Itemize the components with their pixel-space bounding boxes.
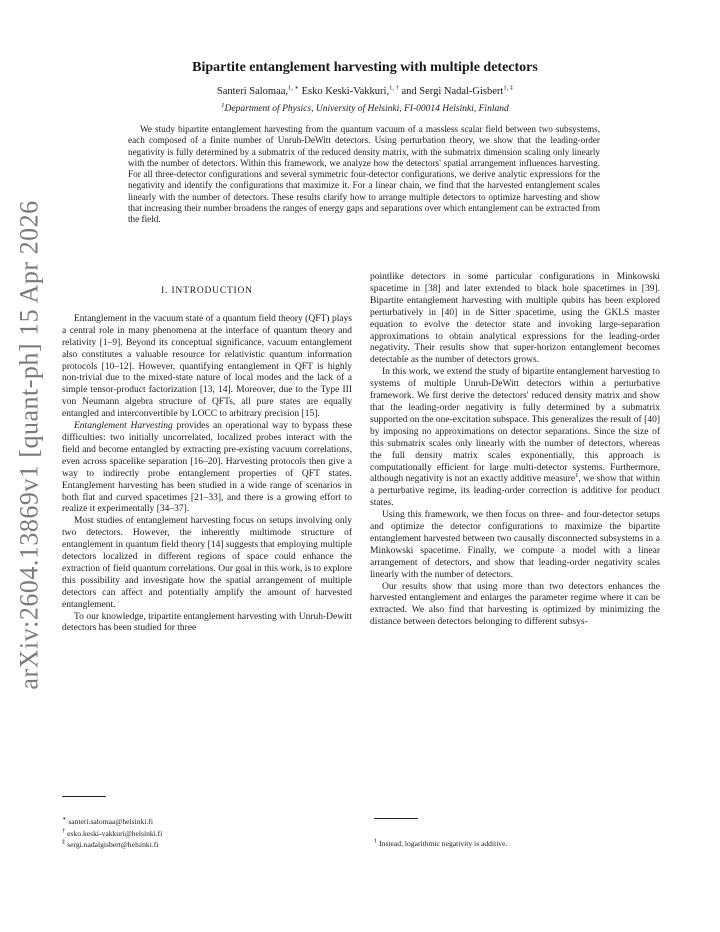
footnote-ref-1: 1 bbox=[575, 472, 579, 480]
footnote-email-3-text: sergi.nadalgisbert@helsinki.fi bbox=[67, 840, 159, 849]
right-paragraph-2b: , we show that within a perturbative regime, its leading-order correction is additive for product states. bbox=[370, 474, 660, 509]
emphasis-term: Entanglement Harvesting bbox=[74, 421, 173, 432]
footnote-email-3 bbox=[62, 839, 162, 851]
author-3: Sergi Nadal-Gisbert bbox=[419, 86, 504, 97]
left-column bbox=[62, 286, 352, 635]
footnote-mark-1: ∗ bbox=[62, 815, 67, 823]
footnote-rule-left bbox=[62, 796, 106, 797]
intro-paragraph-2 bbox=[62, 421, 352, 516]
author-2: Esko Keski-Vakkuri, bbox=[301, 86, 390, 97]
intro-paragraph-4: To our knowledge, tripartite entanglement harvesting with Unruh-Dewitt detectors has been studied for three bbox=[62, 611, 352, 634]
right-paragraph-2a: In this work, we extend the study of bipartite entanglement harvesting to systems of multiple Unruh-DeWitt detectors within a perturbative framework. We first derive the detectors' reduced density matrix and show that the leading-order negativity is fully determined by a submatrix supported on the one-excitation subspace. This generalizes the result of [40] by imposing no approximations on detector separations. Since the size of this submatrix scales only linearly with the number of detectors, whereas the full density matrix scales exponentially, this approach is computationally efficient for large multi-detector systems. Furthermore, although negativity is not an exactly additive measure bbox=[370, 367, 660, 485]
author-1-mark: 1, ∗ bbox=[288, 84, 299, 92]
affiliation-mark: 1 bbox=[221, 101, 225, 109]
abstract: We study bipartite entanglement harvesting from the quantum vacuum of a massless scalar field between two subsystems, each composed of a finite number of Unruh-DeWitt detectors. Using perturbation theory, we show that the leading-order negativity is fully determined by a submatrix of the reduced density matrix, with the submatrix dimension scaling only linearly with the number of detectors. Within this framework, we analyze how the detectors' spatial arrangement influences harvesting. For all three-detector configurations and several symmetric four-detector configurations, we derive analytic expressions for the negativity and identify the configurations that maximize it. For a linear chain, we find that the harvested entanglement scales linearly with the number of detectors. These results clarify how to arrange multiple detectors to optimize harvesting and show that increasing their number broadens the ranges of energy gaps and separations over which entanglement can be extracted from the field. bbox=[128, 124, 600, 225]
footnote-right-mark: 1 bbox=[374, 837, 378, 845]
right-paragraph-3: Using this framework, we then focus on three- and four-detector setups and optimize the detector configurations to maximize the bipartite entanglement harvested between two causally disconnected subsystems in a Minkowski spacetime. Finally, we compute a model with a linear arrangement of detectors, and show that leading-order negativity scales linearly with the number of detectors. bbox=[370, 510, 660, 580]
arxiv-identifier-stamp bbox=[10, 200, 50, 690]
author-3-mark: 1, ‡ bbox=[503, 84, 514, 92]
right-column bbox=[370, 272, 660, 629]
affiliation-text: Department of Physics, University of Helsinki, FI-00014 Helsinki, Finland bbox=[224, 104, 509, 114]
affiliation bbox=[80, 101, 650, 114]
author-2-mark: 1, † bbox=[389, 84, 399, 92]
intro-paragraph-3: Most studies of entanglement harvesting focus on setups involving only two detectors. However, the inherently multimode structure of entanglement in quantum field theory [14] suggests that employing multiple detectors localized in different regions of space could enhance the extraction of field quantum correlations. Our goal in this work, is to explore this possibility and investigate how the spatial arrangement of multiple detectors can affect and potentially amplify the amount of harvested entanglement. bbox=[62, 516, 352, 610]
right-paragraph-1: pointlike detectors in some particular configurations in Minkowski spacetime in [38] and later extended to black hole spacetimes in [39]. Bipartite entanglement harvesting with multiple qubits has been explored perturbatively in [40] in de Sitter spacetime, using the GKLS master equation to evolve the detector state and invoking large-separation approximations to obtain analytical expressions for the leading-order negativity. Their results show that super-horizon entanglement becomes detectable as the number of detectors grows. bbox=[370, 272, 660, 366]
arxiv-id-text: arXiv:2604.13869v1 [quant-ph] 15 Apr 2026 bbox=[15, 200, 45, 690]
author-1: Santeri Salomaa, bbox=[216, 86, 289, 97]
intro-paragraph-2-text: provides an operational way to bypass these difficulties: two initially uncorrelated, localized probes interact with the field and become entangled by extracting pre-existing vacuum correlations, even across spacelike separation [16–20]. Harvesting protocols then give a way to indirectly probe entanglement properties of QFT states. Entanglement harvesting has been studied in a wide range of scenarios in both flat and curved spacetimes [21–33], and there is a growing effort to realize it experimentally [34–37]. bbox=[62, 421, 352, 515]
right-paragraph-4: Our results show that using more than two detectors enhances the harvested entanglement and enlarges the parameter regime where it can be extracted. We also find that harvesting is optimized by minimizing the distance between detectors belonging to different subsys- bbox=[370, 581, 660, 628]
paper-title: Bipartite entanglement harvesting with multiple detectors bbox=[192, 60, 538, 75]
footnote-rule-right bbox=[374, 818, 418, 819]
footnote-email-2 bbox=[62, 828, 162, 840]
footnote-mark-2: † bbox=[62, 826, 66, 834]
intro-paragraph-1: Entanglement in the vacuum state of a quantum field theory (QFT) plays a central role in many phenomena at the interface of quantum theory and relativity [1–9]. Beyond its conceptual significance, vacuum entanglement also constitutes a valuable resource for relativistic quantum information protocols [10–12]. However, quantifying entanglement in QFT is highly non-trivial due to the mixed-state nature of local modes and the lack of a simple tensor-product factorization [13, 14]. Moreover, due to the Type III von Neumann algebra structure of QFTs, all pure states are equally entangled and interconvertible by LOCC to arbitrary precision [15]. bbox=[62, 313, 352, 420]
footnote-email-1-text: santeri.salomaa@helsinki.fi bbox=[68, 817, 153, 826]
author-list bbox=[80, 86, 650, 97]
author-conjunction: and bbox=[401, 86, 417, 97]
footnotes-left bbox=[62, 816, 162, 851]
footnote-email-1 bbox=[62, 816, 162, 828]
right-paragraph-2 bbox=[370, 367, 660, 510]
footnote-right-text: Instead, logarithmic negativity is additive. bbox=[379, 839, 508, 848]
footnote-mark-3: ‡ bbox=[62, 838, 66, 846]
footnote-right bbox=[374, 838, 507, 850]
footnote-email-2-text: esko.keski-vakkuri@helsinki.fi bbox=[67, 828, 163, 838]
section-heading: I. INTRODUCTION bbox=[161, 286, 253, 296]
